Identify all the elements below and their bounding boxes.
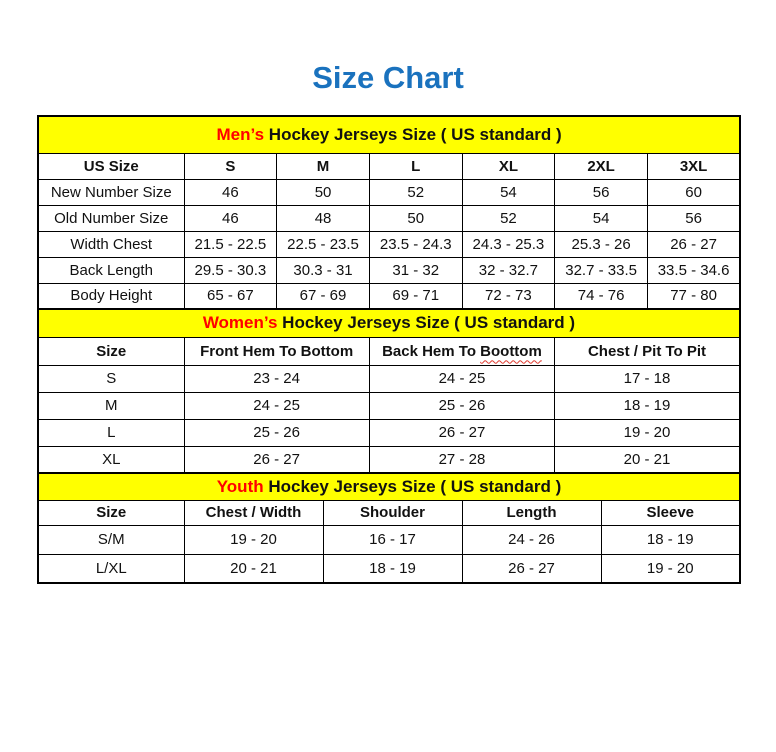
size-cell: 24 - 25 <box>369 365 554 392</box>
size-cell: 52 <box>462 205 555 231</box>
size-cell: 56 <box>555 179 648 205</box>
column-header: L <box>369 153 462 179</box>
column-header: Length <box>462 500 601 525</box>
size-cell: 20 - 21 <box>184 554 323 583</box>
size-cell: 24.3 - 25.3 <box>462 231 555 257</box>
size-cell: 31 - 32 <box>369 257 462 283</box>
size-cell: 26 - 27 <box>369 419 554 446</box>
table-row <box>38 257 740 283</box>
mens-title-rest: Hockey Jerseys Size ( US standard ) <box>264 124 562 144</box>
column-header: S <box>184 153 277 179</box>
womens-section-title <box>38 309 740 337</box>
size-cell: 18 - 19 <box>555 392 740 419</box>
womens-title-rest: Hockey Jerseys Size ( US standard ) <box>277 313 576 333</box>
column-header: Shoulder <box>323 500 462 525</box>
row-label: New Number Size <box>38 179 184 205</box>
size-cell: 19 - 20 <box>555 419 740 446</box>
size-cell: 22.5 - 23.5 <box>277 231 370 257</box>
table-row <box>38 554 740 583</box>
column-header: M <box>277 153 370 179</box>
mens-size-table <box>37 115 741 310</box>
column-header: US Size <box>38 153 184 179</box>
size-cell: 74 - 76 <box>555 283 648 309</box>
table-row <box>38 283 740 309</box>
row-label: S/M <box>38 525 184 554</box>
size-cell: 56 <box>647 205 740 231</box>
size-cell: 26 - 27 <box>184 446 369 473</box>
page-title: Size Chart <box>312 60 464 95</box>
row-label: M <box>38 392 184 419</box>
size-cell: 54 <box>555 205 648 231</box>
column-header: Front Hem To Bottom <box>184 337 369 365</box>
size-cell: 18 - 19 <box>601 525 740 554</box>
youth-section-title <box>38 473 740 500</box>
size-cell: 25.3 - 26 <box>555 231 648 257</box>
row-label: L <box>38 419 184 446</box>
size-cell: 23 - 24 <box>184 365 369 392</box>
size-cell: 23.5 - 24.3 <box>369 231 462 257</box>
size-cell: 77 - 80 <box>647 283 740 309</box>
size-cell: 17 - 18 <box>555 365 740 392</box>
size-cell: 30.3 - 31 <box>277 257 370 283</box>
youth-size-table <box>37 472 741 584</box>
table-row <box>38 365 740 392</box>
back-hem-prefix: Back Hem To <box>382 342 481 360</box>
size-cell: 27 - 28 <box>369 446 554 473</box>
size-cell: 32 - 32.7 <box>462 257 555 283</box>
column-header: Sleeve <box>601 500 740 525</box>
size-cell: 52 <box>369 179 462 205</box>
size-cell: 29.5 - 30.3 <box>184 257 277 283</box>
size-cell: 26 - 27 <box>462 554 601 583</box>
row-label: L/XL <box>38 554 184 583</box>
mens-section-band <box>38 116 740 153</box>
size-cell: 24 - 26 <box>462 525 601 554</box>
row-label: Body Height <box>38 283 184 309</box>
youth-title-rest: Hockey Jerseys Size ( US standard ) <box>263 476 562 496</box>
row-label: S <box>38 365 184 392</box>
table-row <box>38 205 740 231</box>
size-cell: 65 - 67 <box>184 283 277 309</box>
mens-header-row <box>38 153 740 179</box>
size-chart-tables <box>37 115 739 584</box>
size-cell: 20 - 21 <box>555 446 740 473</box>
row-label: Width Chest <box>38 231 184 257</box>
column-header: Size <box>38 337 184 365</box>
size-cell: 24 - 25 <box>184 392 369 419</box>
size-cell: 54 <box>462 179 555 205</box>
column-header: Chest / Pit To Pit <box>555 337 740 365</box>
size-cell: 26 - 27 <box>647 231 740 257</box>
mens-section-title <box>38 116 740 153</box>
youth-section-band <box>38 473 740 500</box>
size-cell: 19 - 20 <box>184 525 323 554</box>
column-header-back-hem <box>369 337 554 365</box>
table-row <box>38 525 740 554</box>
youth-header-row <box>38 500 740 525</box>
size-cell: 46 <box>184 205 277 231</box>
womens-section-band <box>38 309 740 337</box>
size-cell: 48 <box>277 205 370 231</box>
size-cell: 69 - 71 <box>369 283 462 309</box>
row-label: Back Length <box>38 257 184 283</box>
column-header: Chest / Width <box>184 500 323 525</box>
table-row <box>38 392 740 419</box>
column-header: Size <box>38 500 184 525</box>
womens-size-table <box>37 308 741 474</box>
youth-title-highlight: Youth <box>216 476 264 496</box>
row-label: Old Number Size <box>38 205 184 231</box>
table-row <box>38 419 740 446</box>
size-cell: 50 <box>277 179 370 205</box>
table-row <box>38 179 740 205</box>
size-cell: 18 - 19 <box>323 554 462 583</box>
mens-title-highlight: Men’s <box>216 124 265 144</box>
size-cell: 21.5 - 22.5 <box>184 231 277 257</box>
size-cell: 72 - 73 <box>462 283 555 309</box>
row-label: XL <box>38 446 184 473</box>
size-cell: 25 - 26 <box>369 392 554 419</box>
size-cell: 50 <box>369 205 462 231</box>
column-header: 2XL <box>555 153 648 179</box>
table-row <box>38 446 740 473</box>
size-cell: 60 <box>647 179 740 205</box>
column-header: XL <box>462 153 555 179</box>
size-cell: 67 - 69 <box>277 283 370 309</box>
size-cell: 46 <box>184 179 277 205</box>
womens-header-row <box>38 337 740 365</box>
back-hem-typo-squiggle: Boottom <box>480 342 542 360</box>
table-row <box>38 231 740 257</box>
column-header: 3XL <box>647 153 740 179</box>
size-cell: 33.5 - 34.6 <box>647 257 740 283</box>
size-cell: 32.7 - 33.5 <box>555 257 648 283</box>
size-cell: 16 - 17 <box>323 525 462 554</box>
womens-title-highlight: Women’s <box>202 313 278 333</box>
size-cell: 19 - 20 <box>601 554 740 583</box>
size-cell: 25 - 26 <box>184 419 369 446</box>
